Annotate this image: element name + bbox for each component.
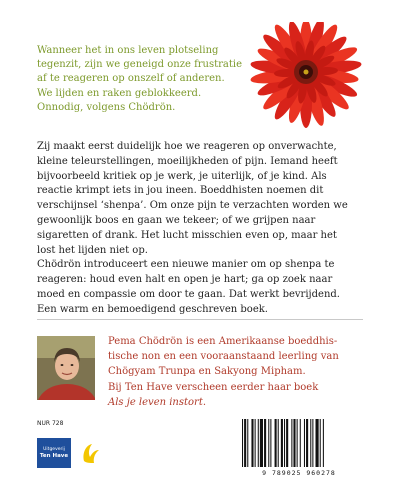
body-line: moed en compassie om door te gaan. Dat werkt bevrijdend. [37, 288, 340, 300]
body-line: verschijnsel ‘shenpa’. Om onze pijn te verzachten worden we [37, 200, 348, 212]
body-line: kleine teleurstellingen, moeilijkheden of pijn. Iemand heeft [37, 155, 338, 167]
body-line: Zij maakt eerst duidelijk hoe we reageren op onverwachte, [37, 141, 337, 152]
author-photo [37, 336, 95, 400]
publisher-small-label: Uitgeverij [43, 447, 65, 452]
author-line: Chögyam Trunpa en Sakyong Mipham. [108, 366, 306, 378]
publisher-emblem-icon [80, 441, 102, 465]
description-text [37, 140, 367, 318]
intro-line: tegenzit, zijn we geneigd onze frustratie [37, 59, 243, 71]
intro-line: Wanneer het in ons leven plotseling [37, 45, 219, 56]
isbn-number: 9 789025 960278 [262, 469, 336, 477]
author-line: tische non en een vooraanstaand leerling van [108, 351, 339, 363]
intro-line: We lijden en raken geblokkeerd. [37, 87, 202, 99]
author-line: Bij Ten Have verscheen eerder haar boek [108, 381, 319, 393]
body-line: reactie krimpt iets in jou ineen. Boeddhisten noemen dit [37, 185, 324, 197]
intro-text [37, 44, 247, 115]
author-bio [108, 334, 368, 410]
author-line: Pema Chödrön is een Amerikaanse boeddhis- [108, 336, 338, 347]
intro-line: af te reageren op onszelf of anderen. [37, 73, 225, 85]
intro-line: Onnodig, volgens Chödrön. [37, 101, 176, 113]
divider [37, 319, 363, 320]
author-line-book-title [108, 395, 368, 410]
body-line: Een warm en bemoedigend geschreven boek. [37, 303, 268, 315]
body-line: gewoonlijk boos en gaan we tekeer; of we grijpen naar [37, 214, 316, 226]
red-gerbera-flower-image [234, 22, 374, 142]
book-title: Als je leven instort [108, 396, 203, 408]
book-title-suffix: . [202, 396, 207, 408]
nur-code: NUR 728 [37, 420, 64, 427]
body-line: Chödrön introduceert een nieuwe manier om op shenpa te [37, 259, 335, 271]
body-line: bijvoorbeeld kritiek op je werk, je uiterlijk, of je kind. Als [37, 170, 327, 182]
barcode [236, 417, 362, 479]
body-line: lost het lijden niet op. [37, 244, 148, 256]
body-line: sigaretten of drank. Het lucht misschien even op, maar het [37, 229, 337, 241]
body-line: reageren: houd even halt en open je hart; ga op zoek naar [37, 274, 333, 286]
publisher-name: Ten Have [39, 453, 69, 459]
publisher-logo [37, 438, 71, 468]
